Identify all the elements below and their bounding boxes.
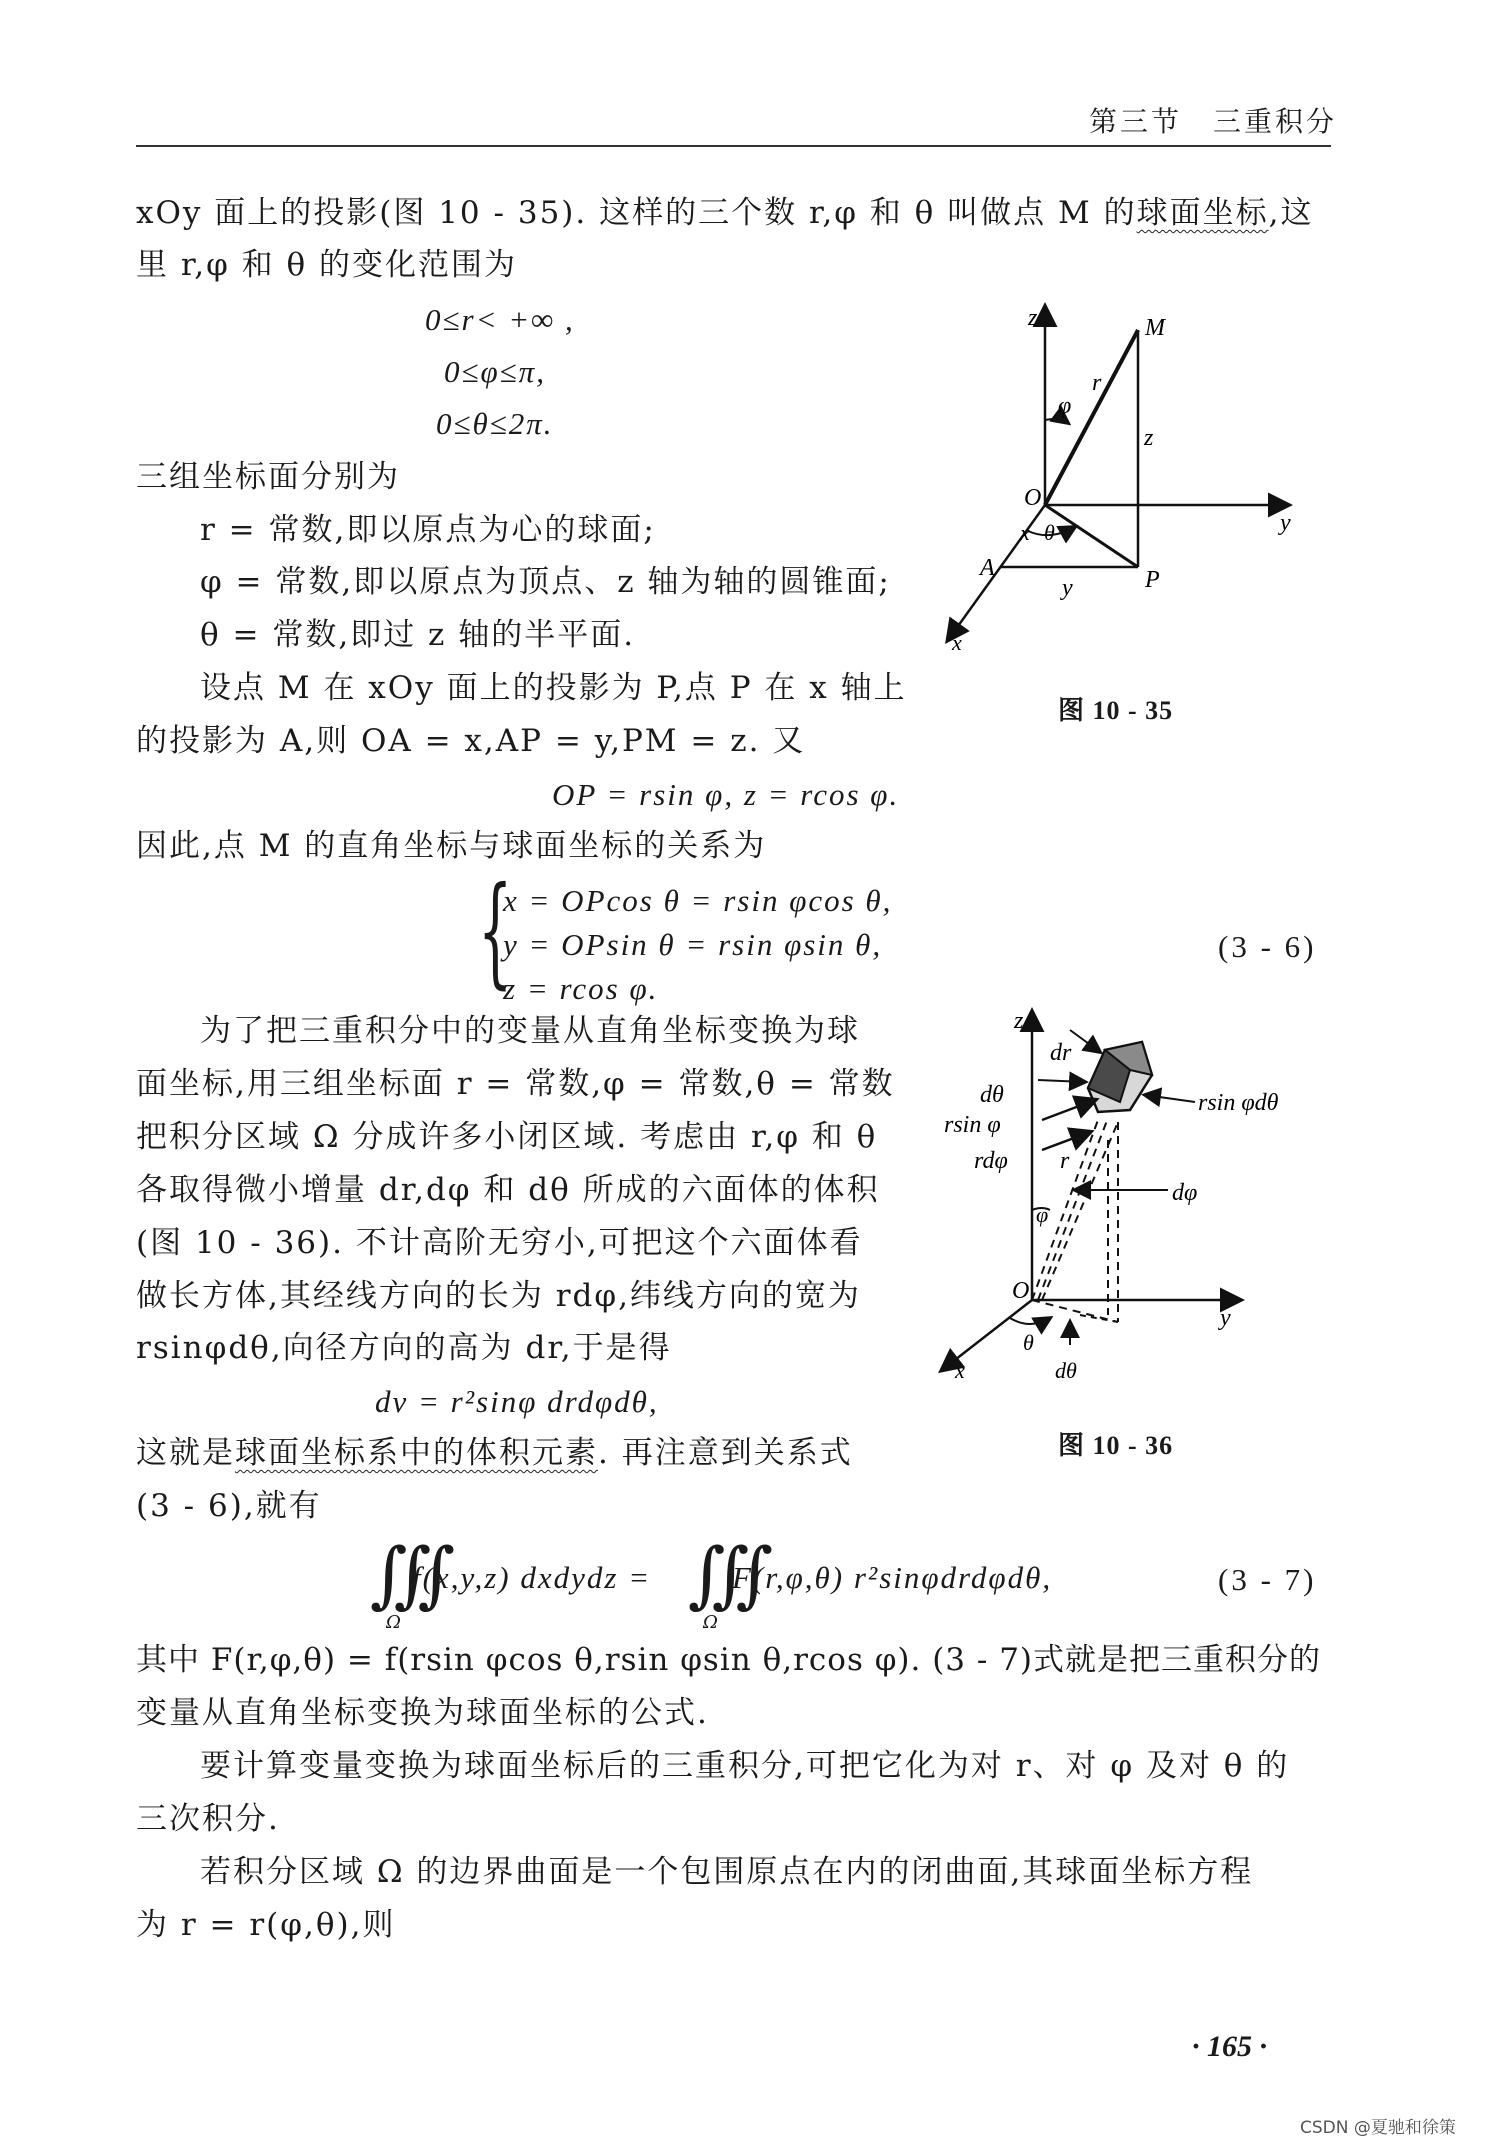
para2-line1: 设点 M 在 xOy 面上的投影为 P,点 P 在 x 轴上 (200, 670, 907, 706)
fig2-label-dr: dr (1050, 1040, 1072, 1066)
para6-line2: 为 r = r(φ,θ),则 (136, 1907, 396, 1943)
para3-line5: (图 10 - 36). 不计高阶无穷小,可把这个六面体看 (136, 1225, 863, 1261)
system-row-x: x = OPcos θ = rsin φcos θ, (503, 883, 893, 918)
fig1-label-r: r (1092, 370, 1102, 396)
para2-equation: OP = rsin φ, z = rcos φ. (552, 777, 900, 812)
term-volume-element: 球面坐标系中的体积元素 (235, 1435, 598, 1471)
integral-rhs: F(r,φ,θ) r²sinφdrdφdθ, (732, 1560, 1053, 1595)
header-section: 第三节 (1089, 105, 1183, 138)
fig2-label-y: y (1220, 1305, 1231, 1331)
equation-label-3-6: (3 - 6) (1218, 929, 1317, 964)
para4-line1: 其中 F(r,φ,θ) = f(rsin φcos θ,rsin φsin θ,rcos φ). (3 - 7)式就是把三重积分的 (136, 1642, 1322, 1678)
para1-line1-text: xOy 面上的投影(图 10 - 35). 这样的三个数 r,φ 和 θ 叫做点 M 的 (136, 195, 1137, 231)
fig2-label-dphi: dφ (1172, 1180, 1198, 1206)
dtheta-arrow (1038, 1080, 1085, 1082)
fig2-label-r: r (1060, 1148, 1070, 1174)
rsinphi-arrow (1042, 1100, 1095, 1120)
para3-line8-head: 这就是 (136, 1435, 235, 1471)
integral-domain-rhs: Ω (703, 1612, 718, 1633)
phi-arc (1045, 419, 1068, 423)
para3-line8-tail: . 再注意到关系式 (598, 1435, 853, 1471)
fig2-label-theta: θ (1023, 1330, 1034, 1355)
fig2-label-rsinphidtheta: rsin φdθ (1198, 1090, 1279, 1116)
header-title: 三重积分 (1213, 105, 1338, 138)
fig2-caption: 图 10 - 36 (1058, 1431, 1174, 1460)
fig2-label-rdphi: rdφ (974, 1148, 1008, 1174)
fig1-label-phi: φ (1058, 393, 1072, 419)
triple-integral-rhs: ∭ (688, 1532, 774, 1616)
para3-line3: 把积分区域 Ω 分成许多小闭区域. 考虑由 r,φ 和 θ (136, 1119, 878, 1155)
para3-line4: 各取得微小增量 dr,dφ 和 dθ 所成的六面体的体积 (136, 1172, 880, 1208)
fig1-label-A: A (980, 555, 995, 581)
para3-line8 (136, 1435, 853, 1471)
fig2-label-dtheta2: dθ (1055, 1358, 1077, 1383)
integral-domain-lhs: Ω (386, 1612, 401, 1633)
para5-line1: 要计算变量变换为球面坐标后的三重积分,可把它化为对 r、对 φ 及对 θ 的 (200, 1748, 1290, 1784)
fig2-label-dtheta: dθ (980, 1082, 1004, 1108)
para1-line1 (136, 195, 1314, 231)
fig1-label-theta: θ (1044, 520, 1055, 545)
para1-line1-tail: ,这 (1268, 195, 1314, 231)
para2-line3: 因此,点 M 的直角坐标与球面坐标的关系为 (136, 828, 767, 864)
para3-line1: 为了把三重积分中的变量从直角坐标变换为球 (200, 1013, 860, 1049)
system-row-z: z = rcos φ. (503, 971, 659, 1006)
para1-line2: 里 r,φ 和 θ 的变化范围为 (136, 247, 518, 283)
integral-lhs: f(x,y,z) dxdydz = (412, 1560, 652, 1595)
para2-line2: 的投影为 A,则 OA = x,AP = y,PM = z. 又 (136, 723, 806, 759)
fig1-label-zlen: z (1144, 425, 1154, 451)
x-axis (948, 505, 1045, 640)
range-phi: 0≤φ≤π, (444, 354, 546, 389)
surface-theta: θ = 常数,即过 z 轴的半平面. (200, 617, 636, 653)
fig2-label-phi: φ (1036, 1202, 1049, 1227)
surfaces-intro: 三组坐标面分别为 (136, 459, 400, 495)
fig1-label-x-seg: x (1020, 520, 1030, 545)
watermark: CSDN @夏驰和徐策 (1300, 2118, 1456, 2138)
triple-integral-lhs: ∭ (370, 1532, 456, 1616)
surface-r: r = 常数,即以原点为心的球面; (200, 512, 656, 548)
fig1-label-O: O (1024, 485, 1042, 511)
surface-phi: φ = 常数,即以原点为顶点、z 轴为轴的圆锥面; (200, 564, 891, 600)
term-spherical-coordinates: 球面坐标 (1136, 195, 1269, 231)
fig2-label-rsinphi: rsin φ (944, 1112, 1001, 1138)
radial-dashed-3 (1042, 1122, 1118, 1300)
figure-10-35 (940, 295, 1310, 665)
segment-OP (1045, 505, 1138, 567)
range-r: 0≤r< +∞ , (425, 302, 575, 337)
para3-line2: 面坐标,用三组坐标面 r = 常数,φ = 常数,θ = 常数 (136, 1066, 895, 1102)
fig2-theta-arc (1010, 1318, 1050, 1324)
rsinphidtheta-arrow (1145, 1095, 1195, 1102)
page-number: · 165 · (1192, 2030, 1267, 2063)
header-rule (136, 145, 1331, 147)
fig2-label-z: z (1014, 1008, 1024, 1034)
para6-line1: 若积分区域 Ω 的边界曲面是一个包围原点在内的闭曲面,其球面坐标方程 (200, 1854, 1254, 1890)
fig2-label-x: x (955, 1358, 965, 1383)
left-brace: { (478, 862, 513, 1001)
para4-line2: 变量从直角坐标变换为球面坐标的公式. (136, 1695, 709, 1731)
fig1-label-P: P (1145, 567, 1160, 593)
para5-line2: 三次积分. (136, 1801, 280, 1837)
para3-line7: rsinφdθ,向径方向的高为 dr,于是得 (136, 1330, 672, 1366)
fig1-label-x-axis: x (952, 630, 962, 655)
volume-element-eq: dv = r²sinφ drdφdθ, (375, 1384, 659, 1419)
fig1-label-M: M (1145, 315, 1165, 341)
fig1-label-y-seg: y (1062, 575, 1073, 601)
range-theta: 0≤θ≤2π. (436, 406, 554, 441)
figure-10-36 (930, 1000, 1320, 1400)
para3-line9: (3 - 6),就有 (136, 1488, 322, 1524)
dr-arrow (1070, 1030, 1100, 1052)
fig1-label-y: y (1280, 510, 1291, 536)
proj-dashed-4 (1080, 1315, 1118, 1322)
equation-label-3-7: (3 - 7) (1218, 1562, 1317, 1597)
system-row-y: y = OPsin θ = rsin φsin θ, (503, 927, 883, 962)
para3-line6: 做长方体,其经线方向的长为 rdφ,纬线方向的宽为 (136, 1278, 861, 1314)
fig1-caption: 图 10 - 35 (1058, 696, 1174, 725)
fig2-label-O: O (1012, 1278, 1030, 1304)
fig1-label-z: z (1028, 305, 1038, 331)
